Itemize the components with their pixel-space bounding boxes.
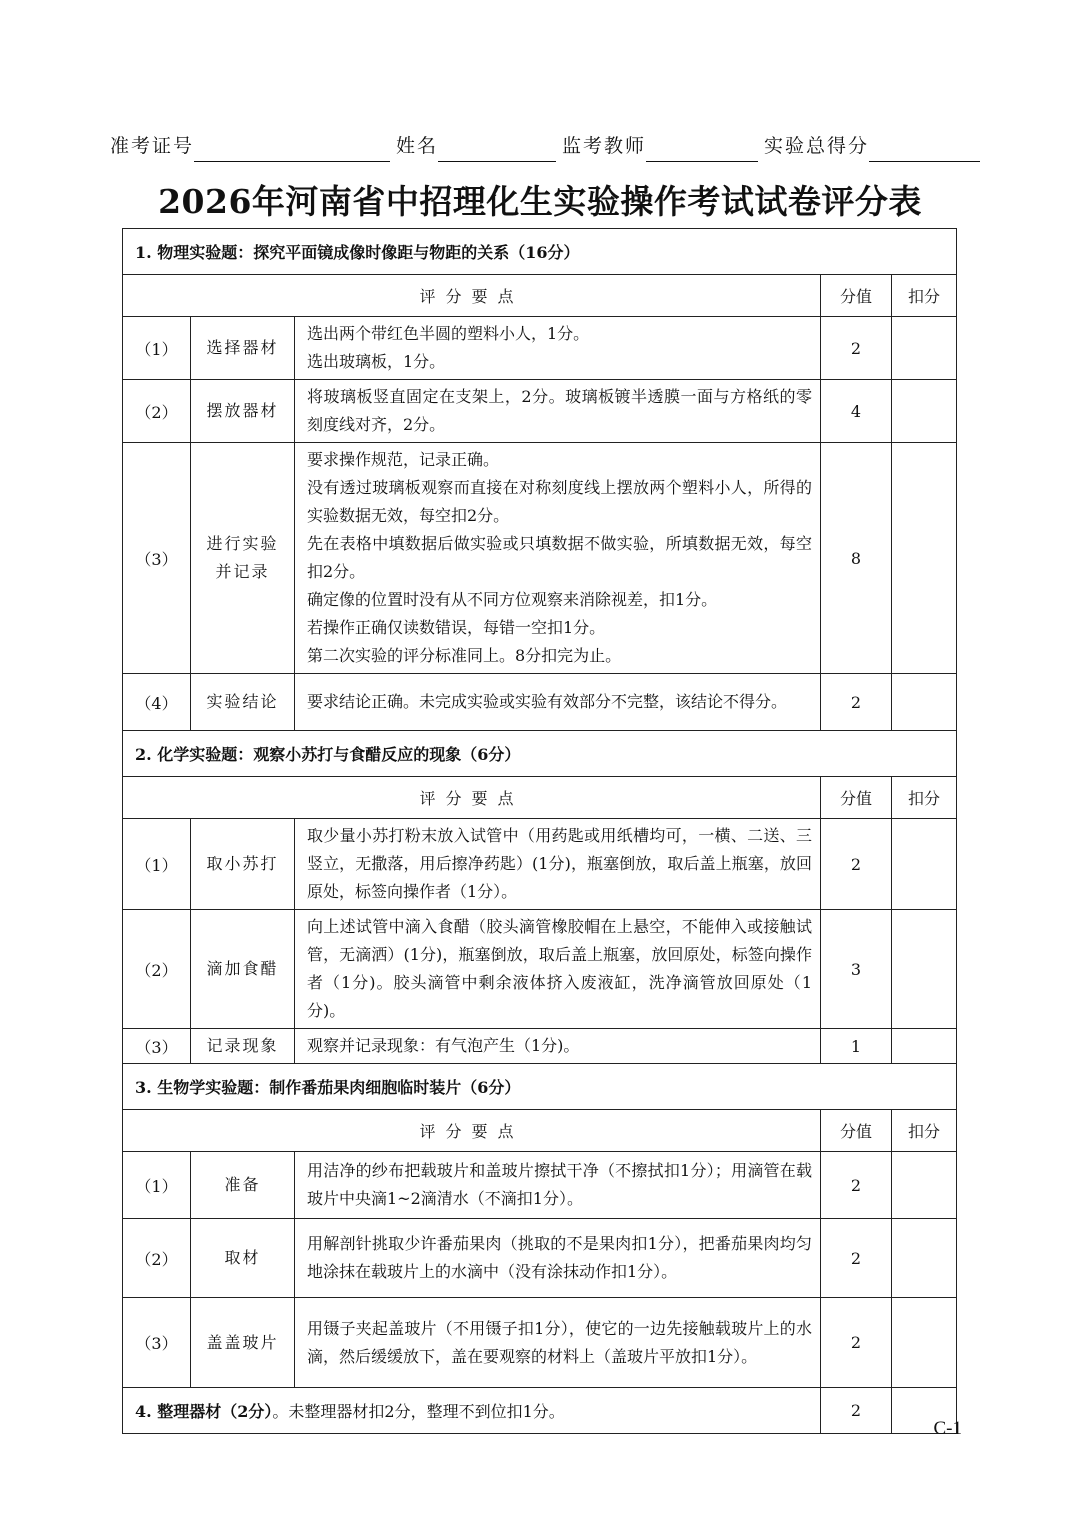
item-score: 2 <box>821 1152 892 1219</box>
criteria-line: 若操作正确仅读数错误，每错一空扣1分。 <box>307 618 606 637</box>
item-score: 2 <box>821 317 892 380</box>
table-row <box>123 1029 957 1064</box>
points-header: 评分要点 <box>123 1110 821 1152</box>
deduction-cell[interactable] <box>892 1152 957 1219</box>
item-number: （3） <box>123 1298 191 1388</box>
section-title: 2. 化学实验题：观察小苏打与食醋反应的现象（6分） <box>123 731 957 777</box>
column-header-row <box>123 1110 957 1152</box>
deduct-header: 扣分 <box>892 275 957 317</box>
exam-id-field[interactable] <box>194 139 390 162</box>
deduction-cell[interactable] <box>892 443 957 674</box>
criteria-line: 向上述试管中滴入食醋（胶头滴管橡胶帽在上悬空，不能伸入或接触试管，无滴洒）(1分)，瓶塞倒放，取后盖上瓶塞，放回原处，标签向操作者（1分)。胶头滴管中剩余液体挤入废液缸，洗净滴管放回原处（1分)。 <box>307 917 812 1020</box>
item-criteria <box>295 1152 821 1219</box>
deduction-cell[interactable] <box>892 674 957 731</box>
item-criteria <box>295 910 821 1029</box>
table-row <box>123 380 957 443</box>
deduction-cell[interactable] <box>892 1219 957 1298</box>
item-score: 1 <box>821 1029 892 1064</box>
deduct-header: 扣分 <box>892 1110 957 1152</box>
column-header-row <box>123 777 957 819</box>
criteria-line: 第二次实验的评分标准同上。8分扣完为止。 <box>307 646 622 665</box>
section4-score: 2 <box>821 1388 892 1434</box>
table-row <box>123 443 957 674</box>
item-criteria <box>295 674 821 731</box>
name-label: 姓名 <box>396 135 439 157</box>
criteria-line: 没有透过玻璃板观察而直接在对称刻度线上摆放两个塑料小人，所得的实验数据无效，每空扣2分。 <box>307 478 812 525</box>
item-name: 进行实验 并记录 <box>191 443 295 674</box>
criteria-line: 取少量小苏打粉末放入试管中（用药匙或用纸槽均可，一横、二送、三竖立，无撒落，用后擦净药匙）(1分)，瓶塞倒放，取后盖上瓶塞，放回原处，标签向操作者（1分）。 <box>307 826 812 901</box>
item-name: 取材 <box>191 1219 295 1298</box>
score-header: 分值 <box>821 275 892 317</box>
total-score-label: 实验总得分 <box>764 135 870 157</box>
section-title: 3. 生物学实验题：制作番茄果肉细胞临时装片（6分） <box>123 1064 957 1110</box>
item-criteria <box>295 317 821 380</box>
item-criteria <box>295 1298 821 1388</box>
table-row <box>123 674 957 731</box>
item-name: 取小苏打 <box>191 819 295 910</box>
criteria-line: 用洁净的纱布把载玻片和盖玻片擦拭干净（不擦拭扣1分）；用滴管在载玻片中央滴1~2滴清水（不滴扣1分）。 <box>307 1161 812 1208</box>
criteria-line: 选出玻璃板，1分。 <box>307 352 446 371</box>
item-criteria <box>295 443 821 674</box>
criteria-line: 选出两个带红色半圆的塑料小人，1分。 <box>307 324 590 343</box>
item-number: （3） <box>123 443 191 674</box>
page-title: 2026年河南省中招理化生实验操作考试试卷评分表 <box>158 182 922 221</box>
criteria-line: 用解剖针挑取少许番茄果肉（挑取的不是果肉扣1分），把番茄果肉均匀地涂抹在载玻片上的水滴中（没有涂抹动作扣1分）。 <box>307 1234 812 1281</box>
scoring-table <box>122 228 957 1434</box>
item-number: （3） <box>123 1029 191 1064</box>
item-name: 记录现象 <box>191 1029 295 1064</box>
item-number: （2） <box>123 910 191 1029</box>
item-score: 2 <box>821 1219 892 1298</box>
deduction-cell[interactable] <box>892 380 957 443</box>
deduction-cell[interactable] <box>892 819 957 910</box>
section4-title: 4. 整理器材（2分） <box>135 1402 273 1421</box>
item-name: 滴加食醋 <box>191 910 295 1029</box>
item-score: 8 <box>821 443 892 674</box>
total-score-field[interactable] <box>869 139 980 162</box>
item-name: 盖盖玻片 <box>191 1298 295 1388</box>
exam-id-label: 准考证号 <box>110 135 195 157</box>
table-row <box>123 1298 957 1388</box>
item-score: 2 <box>821 1298 892 1388</box>
column-header-row <box>123 275 957 317</box>
item-number: （2） <box>123 1219 191 1298</box>
candidate-info-line <box>110 128 980 162</box>
criteria-line: 用镊子夹起盖玻片（不用镊子扣1分），使它的一边先接触载玻片上的水滴，然后缓缓放下，盖在要观察的材料上（盖玻片平放扣1分）。 <box>307 1318 812 1366</box>
item-score: 2 <box>821 674 892 731</box>
item-criteria <box>295 1219 821 1298</box>
table-row <box>123 1152 957 1219</box>
section4-row <box>123 1388 957 1434</box>
deduction-cell[interactable] <box>892 317 957 380</box>
section4-note: 。未整理器材扣2分，整理不到位扣1分。 <box>272 1402 565 1421</box>
table-row <box>123 819 957 910</box>
deduction-cell[interactable] <box>892 1029 957 1064</box>
criteria-line: 观察并记录现象：有气泡产生（1分)。 <box>307 1036 580 1055</box>
deduct-header: 扣分 <box>892 777 957 819</box>
criteria-line: 先在表格中填数据后做实验或只填数据不做实验，所填数据无效，每空扣2分。 <box>307 534 812 581</box>
section-title: 1. 物理实验题：探究平面镜成像时像距与物距的关系（16分） <box>123 229 957 275</box>
criteria-line: 将玻璃板竖直固定在支架上，2分。玻璃板镀半透膜一面与方格纸的零刻度线对齐，2分。 <box>307 387 812 434</box>
score-header: 分值 <box>821 777 892 819</box>
item-number: （1） <box>123 317 191 380</box>
table-row <box>123 1219 957 1298</box>
item-number: （1） <box>123 819 191 910</box>
item-criteria <box>295 380 821 443</box>
item-score: 3 <box>821 910 892 1029</box>
table-row <box>123 910 957 1029</box>
section-title-row <box>123 1064 957 1110</box>
item-name: 准备 <box>191 1152 295 1219</box>
proctor-field[interactable] <box>646 139 758 162</box>
item-number: （4） <box>123 674 191 731</box>
item-criteria <box>295 819 821 910</box>
criteria-line: 确定像的位置时没有从不同方位观察来消除视差，扣1分。 <box>307 590 718 609</box>
name-field[interactable] <box>438 139 556 162</box>
table-row <box>123 317 957 380</box>
item-score: 4 <box>821 380 892 443</box>
criteria-line: 要求结论正确。未完成实验或实验有效部分不完整，该结论不得分。 <box>307 692 788 711</box>
deduction-cell[interactable] <box>892 910 957 1029</box>
score-header: 分值 <box>821 1110 892 1152</box>
section4-text <box>123 1388 821 1434</box>
item-number: （1） <box>123 1152 191 1219</box>
page-number: C-1 <box>933 1418 962 1439</box>
proctor-label: 监考教师 <box>562 135 647 157</box>
item-name: 摆放器材 <box>191 380 295 443</box>
item-name: 实验结论 <box>191 674 295 731</box>
item-score: 2 <box>821 819 892 910</box>
section-title-row <box>123 229 957 275</box>
criteria-line: 要求操作规范，记录正确。 <box>307 450 500 469</box>
item-number: （2） <box>123 380 191 443</box>
section-title-row <box>123 731 957 777</box>
points-header: 评分要点 <box>123 777 821 819</box>
item-criteria <box>295 1029 821 1064</box>
deduction-cell[interactable] <box>892 1298 957 1388</box>
points-header: 评分要点 <box>123 275 821 317</box>
item-name: 选择器材 <box>191 317 295 380</box>
